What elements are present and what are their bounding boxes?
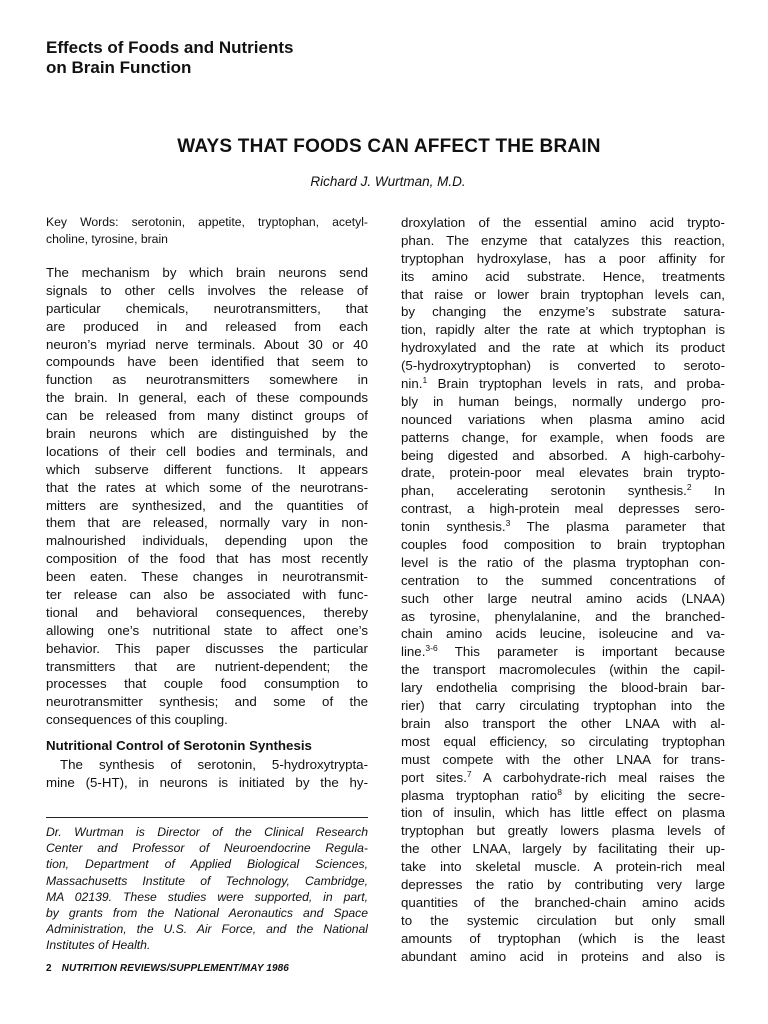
reference-superscript: 8	[557, 786, 562, 797]
text-line: to the systemic circulation but only small	[401, 912, 725, 928]
key-words-line: Key Words: serotonin, appetite, tryptophan, acetyl-	[46, 215, 368, 229]
text-line: tion, rapidly alter the rate at which tryptophan is	[401, 322, 725, 338]
text-line: mitters are synthesized, and the quantities of	[46, 497, 368, 513]
text-fragment: Brain tryptophan levels in rats, and proba-	[427, 376, 725, 392]
text-line: locations of their cell bodies and terminals, and	[46, 443, 368, 459]
text-line	[401, 643, 725, 661]
footnote-divider	[46, 817, 368, 818]
text-line	[401, 518, 725, 536]
text-line: droxylation of the essential amino acid trypto-	[401, 215, 725, 230]
text-line: drate, protein-poor meal elevates brain trypto-	[401, 465, 725, 481]
text-line: tional and behavioral consequences, thereby	[46, 604, 368, 620]
text-line: bly in human beings, normally undergo pro-	[401, 393, 725, 409]
text-line: the transport macromolecules (within the capil-	[401, 662, 725, 678]
footnote-line: Dr. Wurtman is Director of the Clinical Research	[46, 825, 368, 839]
text-line: nounced variations when plasma amino acid	[401, 411, 725, 427]
author-byline: Richard J. Wurtman, M.D.	[310, 174, 466, 189]
text-line: processes that couple food consumption to	[46, 676, 368, 692]
text-line: must compete with the other LNAA for trans-	[401, 751, 725, 767]
text-line: neuron’s myriad nerve terminals. About 30 or 40	[46, 336, 368, 352]
text-line: take into skeletal muscle. A protein-rich meal	[401, 859, 725, 875]
section-heading	[46, 38, 293, 78]
text-line: signals to other cells involves the release of	[46, 282, 368, 298]
footnote-line: Massachusetts Institute of Technology, Cambridge,	[46, 873, 368, 888]
text-line: ter release can also be associated with func-	[46, 587, 368, 603]
text-line: the other LNAA, largely by facilitating their up-	[401, 841, 725, 857]
article-title: WAYS THAT FOODS CAN AFFECT THE BRAIN	[177, 136, 601, 157]
subsection-heading: Nutritional Control of Serotonin Synthesis	[46, 738, 312, 753]
text-line	[401, 769, 725, 787]
text-line: The synthesis of serotonin, 5-hydroxytrypta-	[60, 757, 368, 772]
section-heading-line-1: Effects of Foods and Nutrients	[46, 38, 294, 57]
footnote-line: Administration, the U.S. Air Force, and the National	[46, 922, 368, 937]
text-line: are produced in and released from each	[46, 318, 368, 334]
intro-paragraph	[46, 264, 368, 729]
key-words	[46, 214, 368, 248]
text-fragment: tonin synthesis.	[401, 519, 506, 535]
text-line: chain amino acids leucine, isoleucine and va-	[401, 626, 725, 642]
text-line: tion of insulin, which has little effect on plasma	[401, 805, 725, 821]
section-heading-line-2: on Brain Function	[46, 58, 192, 77]
text-line: quantities of the branched-chain amino acids	[401, 894, 725, 910]
text-line: neurotransmitter synthesis; and some of the	[46, 694, 368, 710]
text-line	[401, 787, 725, 805]
text-line: amounts of tryptophan (which is the least	[401, 930, 725, 946]
text-line: tryptophan but greatly lowers plasma levels of	[401, 823, 725, 839]
text-line: that the rates at which some of the neurotrans-	[46, 479, 368, 495]
text-line: that raise or lower brain tryptophan levels can,	[401, 286, 725, 302]
text-line: by changing the enzyme’s substrate satura-	[401, 304, 725, 320]
text-line: mine (5-HT), in neurons is initiated by the hy-	[46, 774, 368, 790]
text-line: which subserve different functions. It appears	[46, 461, 368, 477]
right-column	[401, 214, 725, 965]
reference-superscript: 2	[686, 482, 692, 493]
reference-superscript: 3-6	[425, 643, 438, 654]
text-line: rier) that carry circulating tryptophan into the	[401, 698, 725, 714]
text-line: can be released from many distinct groups of	[46, 408, 368, 424]
text-line: particular chemicals, neurotransmitters, that	[46, 300, 368, 316]
page-number: 2	[46, 963, 52, 974]
text-line: composition of the food that has most recently	[46, 551, 368, 567]
text-line: brain neurons which are distinguished by the	[46, 426, 368, 442]
text-line: brain also transport the other LNAA with al-	[401, 715, 725, 731]
reference-superscript: 3	[505, 518, 511, 529]
text-line: The mechanism by which brain neurons send	[46, 265, 368, 280]
text-line: consequences of this coupling.	[46, 712, 228, 728]
text-line: hydroxylated and the rate at which its product	[401, 340, 725, 356]
text-fragment: line.	[401, 644, 426, 660]
text-fragment: phan, accelerating serotonin synthesis.	[401, 483, 687, 499]
text-line: depresses the ratio by contributing very large	[401, 876, 725, 892]
text-line: most equal efficiency, so circulating tryptophan	[401, 733, 725, 749]
text-line: them that are released, normally vary in non-	[46, 515, 368, 531]
text-line: behavior. This paper discusses the particular	[46, 640, 368, 656]
text-fragment: The plasma parameter that	[510, 519, 725, 535]
text-line: compounds have been identified that seem to	[46, 354, 368, 370]
footnote-line: MA 02139. These studies were supported, in part,	[46, 889, 368, 904]
footnote-line: tion, Department of Applied Biological Sciences,	[46, 857, 368, 872]
text-line: allowing one’s nutritional state to affect one’s	[46, 622, 368, 638]
subsection-paragraph	[46, 756, 368, 792]
text-line	[401, 375, 725, 393]
footnote-line: by grants from the National Aeronautics and Space	[46, 905, 368, 920]
left-column	[46, 214, 368, 953]
footnote-line: Center and Professor of Neuroendocrine Regula-	[46, 841, 368, 856]
author-footnote	[46, 824, 368, 954]
text-line: such other large neutral amino acids (LNAA)	[401, 590, 725, 606]
text-line: couples food composition to brain tryptophan	[401, 537, 725, 553]
text-fragment: nin.	[401, 376, 423, 392]
text-line: as tyrosine, phenylalanine, and the branched-	[401, 608, 725, 624]
footnote-line: Institutes of Health.	[46, 938, 151, 953]
text-fragment: plasma tryptophan ratio	[401, 787, 558, 803]
journal-citation: NUTRITION REVIEWS/SUPPLEMENT/MAY 1986	[61, 963, 289, 974]
text-line: transmitters that are nutrient-dependent; the	[46, 658, 368, 674]
text-line: centration to the summed concentrations of	[401, 572, 725, 588]
reference-superscript: 1	[422, 375, 428, 386]
text-fragment: A carbohydrate-rich meal raises the	[471, 769, 725, 785]
text-line: the brain. In general, each of these compounds	[46, 390, 368, 406]
text-line: function as neurotransmitters somewhere in	[46, 372, 368, 388]
text-fragment: port sites.	[401, 769, 467, 785]
text-fragment: This parameter is important because	[437, 644, 725, 660]
text-fragment: by eliciting the secre-	[561, 787, 725, 803]
text-line: abundant amino acid in proteins and also is	[401, 948, 725, 964]
text-line: patterns change, for example, when foods are	[401, 429, 725, 445]
text-line: been eaten. These changes in neurotransmit-	[46, 569, 368, 585]
reference-superscript: 7	[466, 768, 472, 779]
text-line: tryptophan hydroxylase, has a poor affinity for	[401, 250, 725, 266]
text-line	[401, 482, 725, 500]
text-fragment: In	[691, 483, 725, 499]
key-words-line: choline, tyrosine, brain	[46, 232, 168, 246]
text-line: its amino acid substrate. Hence, treatments	[401, 268, 725, 284]
text-line: (5-hydroxytryptophan) is converted to seroto-	[401, 358, 725, 374]
text-line: level is the ratio of the plasma tryptophan con-	[401, 554, 725, 570]
text-line: being digested and absorbed. A high-carbohy-	[401, 447, 725, 463]
text-line: contrast, a high-protein meal depresses sero-	[401, 501, 725, 517]
text-line: phan. The enzyme that catalyzes this reaction,	[401, 232, 725, 248]
text-line: lary endothelia comprising the blood-brain bar-	[401, 680, 725, 696]
page-footer	[46, 963, 289, 974]
text-line: malnourished individuals, depending upon the	[46, 533, 368, 549]
